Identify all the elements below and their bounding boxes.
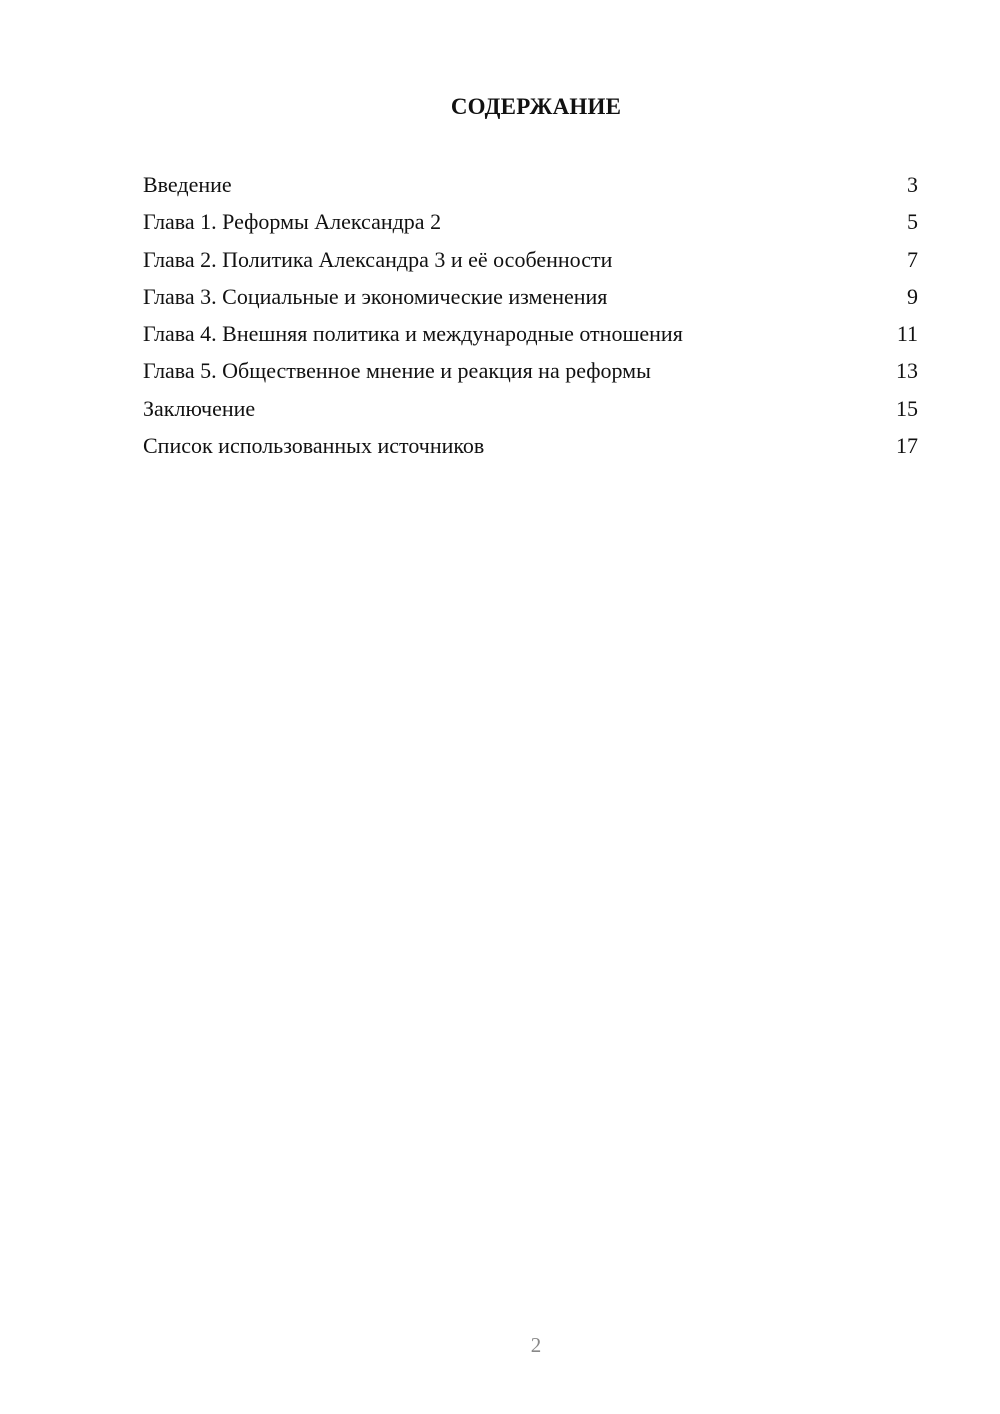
toc-entry-label: Глава 4. Внешняя политика и международные отношения	[143, 321, 683, 347]
toc-list	[143, 166, 918, 464]
toc-entry-page: 15	[896, 395, 918, 421]
toc-entry-page: 9	[907, 283, 918, 309]
toc-entry-label: Глава 2. Политика Александра 3 и её особенности	[143, 246, 613, 272]
toc-entry-label: Глава 1. Реформы Александра 2	[143, 209, 442, 235]
toc-title: СОДЕРЖАНИЕ	[450, 94, 622, 119]
toc-entry	[143, 427, 918, 464]
toc-entry-label: Глава 3. Социальные и экономические изменения	[143, 283, 608, 309]
toc-entry-page: 13	[896, 358, 918, 384]
toc-entry	[143, 390, 918, 427]
toc-entry	[143, 166, 918, 203]
toc-entry	[143, 278, 918, 315]
toc-entry-page: 5	[907, 209, 918, 235]
toc-entry	[143, 352, 918, 389]
toc-entry-label: Заключение	[143, 395, 256, 421]
toc-entry-label: Список использованных источников	[143, 433, 485, 459]
page-number: 2	[530, 1333, 542, 1357]
toc-entry-label: Глава 5. Общественное мнение и реакция на реформы	[143, 358, 651, 384]
toc-entry-page: 7	[907, 246, 918, 272]
toc-entry	[143, 241, 918, 278]
toc-entry	[143, 203, 918, 240]
toc-entry-page: 17	[896, 433, 918, 459]
toc-entry-page: 3	[907, 172, 918, 197]
toc-entry-page: 11	[896, 321, 918, 347]
toc-entry	[143, 315, 918, 352]
toc-entry-label: Введение	[143, 172, 232, 197]
